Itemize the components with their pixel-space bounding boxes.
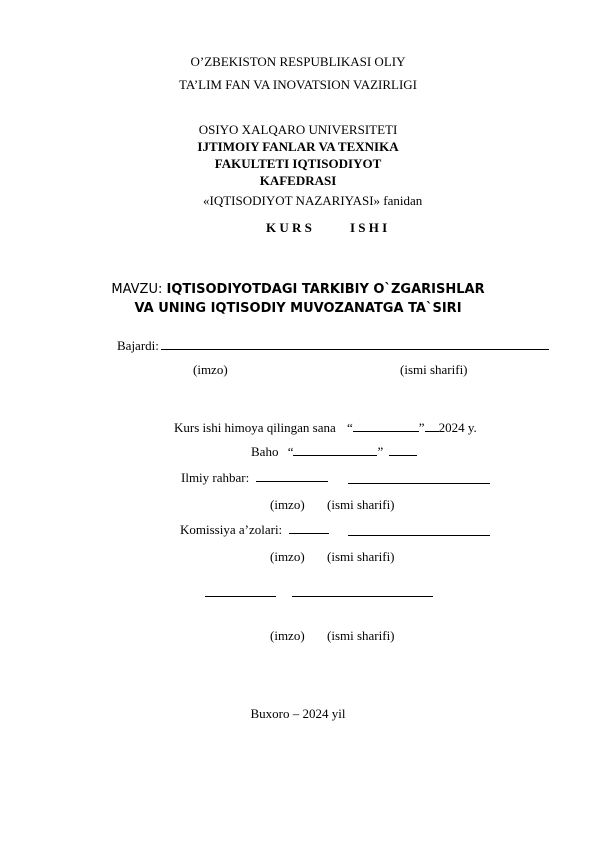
commission-row xyxy=(180,522,329,538)
commission-second-signature-blank[interactable] xyxy=(205,585,276,597)
quote-close: ” xyxy=(418,420,425,435)
grade-row xyxy=(251,444,417,460)
supervisor-name-blank[interactable] xyxy=(348,472,490,484)
topic-label: MAVZU: xyxy=(111,282,163,297)
supervisor-label: Ilmiy rahbar: xyxy=(181,470,250,485)
grade-label: Baho xyxy=(251,444,279,459)
ministry-line-1: O’ZBEKISTON RESPUBLIKASI OLIY xyxy=(190,54,406,69)
university-name: OSIYO XALQARO UNIVERSITETI xyxy=(198,122,398,137)
topic-title-1: IQTISODIYOTDAGI TARKIBIY O`ZGARISHLAR xyxy=(166,282,485,297)
performer-row xyxy=(117,338,549,354)
quote-open: “ xyxy=(347,420,353,435)
commission-signature-caption: (imzo) xyxy=(270,549,305,564)
performer-blank[interactable] xyxy=(161,338,549,350)
performer-label: Bajardi: xyxy=(117,338,159,353)
topic-title-2: VA UNING IQTISODIY MUVOZANATGA TA`SIRI xyxy=(134,301,462,316)
grade-quote-close: ” xyxy=(377,444,384,459)
performer-name-caption: (ismi sharifi) xyxy=(400,362,468,377)
commission-label: Komissiya a’zolari: xyxy=(180,522,283,537)
faculty-line-2: FAKULTETI IQTISODIYOT xyxy=(214,156,382,171)
commission-second-name-caption: (ismi sharifi) xyxy=(327,628,395,643)
commission-name-caption: (ismi sharifi) xyxy=(327,549,395,564)
commission-second-signature-caption: (imzo) xyxy=(270,628,305,643)
supervisor-signature-caption: (imzo) xyxy=(270,497,305,512)
supervisor-row xyxy=(181,470,328,486)
defense-date-row xyxy=(174,420,477,436)
grade-quote-open: “ xyxy=(287,444,294,459)
commission-signature-blank[interactable] xyxy=(289,522,329,534)
supervisor-name-caption: (ismi sharifi) xyxy=(327,497,395,512)
grade-blank[interactable] xyxy=(293,444,377,456)
defense-year: 2024 y. xyxy=(438,420,477,435)
performer-signature-caption: (imzo) xyxy=(193,362,228,377)
defense-date-label: Kurs ishi himoya qilingan sana xyxy=(174,420,336,435)
doc-type-word-2: I S H I xyxy=(350,220,388,235)
subject-line: «IQTISODIYOT NAZARIYASI» fanidan xyxy=(203,193,423,208)
commission-second-name-blank[interactable] xyxy=(292,585,433,597)
faculty-line-1: IJTIMOIY FANLAR VA TEXNIKA xyxy=(197,139,399,154)
topic-line-1 xyxy=(0,282,596,298)
defense-day-blank[interactable] xyxy=(353,420,419,432)
footer-place-year: Buxoro – 2024 yil xyxy=(250,706,346,721)
ministry-line-2: TA’LIM FAN VA INOVATSION VAZIRLIGI xyxy=(178,77,418,92)
grade-extra-blank[interactable] xyxy=(389,444,417,456)
commission-name-blank[interactable] xyxy=(348,524,490,536)
doc-type-word-1: K U R S xyxy=(266,220,312,235)
department-name: KAFEDRASI xyxy=(259,173,337,188)
supervisor-signature-blank[interactable] xyxy=(256,470,328,482)
defense-month-blank[interactable] xyxy=(425,420,439,432)
